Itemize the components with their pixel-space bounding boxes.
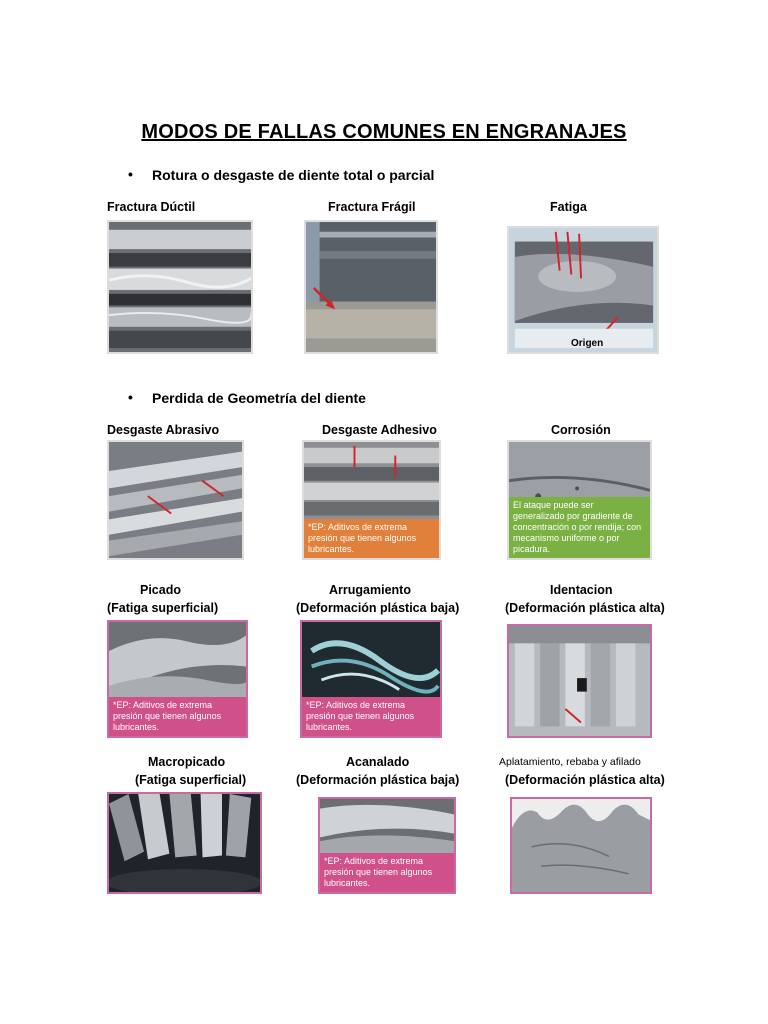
- label-corrosion: Corrosión: [551, 423, 611, 437]
- image-corrosion: [507, 440, 652, 560]
- image-arrugamiento: [300, 620, 442, 738]
- image-fractura-ductil: [107, 220, 253, 354]
- label-aplatamiento: Aplatamiento, rebaba y afilado: [499, 756, 641, 768]
- bullet-icon: •: [128, 166, 133, 182]
- sublabel-aplatamiento: (Deformación plástica alta): [505, 773, 665, 787]
- label-picado: Picado: [140, 583, 181, 597]
- caption-picado: *EP: Aditivos de extrema presión que tienen algunos lubricantes.: [109, 697, 246, 736]
- page-title: MODOS DE FALLAS COMUNES EN ENGRANAJES: [141, 121, 627, 143]
- caption-arrugamiento: *EP: Aditivos de extrema presión que tienen algunos lubricantes.: [302, 697, 440, 736]
- label-desgaste-abrasivo: Desgaste Abrasivo: [107, 423, 220, 437]
- section-heading: Rotura o desgaste de diente total o parcial: [152, 167, 435, 183]
- label-fatiga: Fatiga: [550, 200, 587, 214]
- caption-acanalado: *EP: Aditivos de extrema presión que tienen algunos lubricantes.: [320, 853, 454, 892]
- bullet-icon: •: [128, 389, 133, 405]
- sublabel-arrugamiento: (Deformación plástica baja): [296, 601, 460, 615]
- sublabel-picado: (Fatiga superficial): [107, 601, 219, 615]
- label-identacion: Identacion: [550, 583, 613, 597]
- image-acanalado: [318, 797, 456, 894]
- image-picado: [107, 620, 248, 738]
- image-fractura-fragil: [304, 220, 438, 354]
- label-desgaste-adhesivo: Desgaste Adhesivo: [322, 423, 437, 437]
- label-arrugamiento: Arrugamiento: [329, 583, 411, 597]
- caption-desgaste-adhesivo: *EP: Aditivos de extrema presión que tienen algunos lubricantes.: [304, 519, 439, 558]
- sublabel-macropicado: (Fatiga superficial): [135, 773, 247, 787]
- annotation-origen: Origen: [571, 338, 604, 349]
- image-desgaste-abrasivo: [107, 440, 244, 560]
- section-heading: Perdida de Geometría del diente: [152, 390, 366, 406]
- caption-corrosion: El ataque puede ser generalizado por gradiente de concentración o por rendija; con mecanismo uniforme o por picadura.: [509, 497, 650, 558]
- image-aplatamiento: [510, 797, 652, 894]
- label-acanalado: Acanalado: [346, 755, 410, 769]
- image-macropicado: [107, 792, 262, 894]
- label-fractura-ductil: Fractura Dúctil: [107, 200, 196, 214]
- label-macropicado: Macropicado: [148, 755, 226, 769]
- sublabel-identacion: (Deformación plástica alta): [505, 601, 665, 615]
- image-identacion: [507, 624, 652, 738]
- sublabel-acanalado: (Deformación plástica baja): [296, 773, 460, 787]
- label-fractura-fragil: Fractura Frágil: [328, 200, 416, 214]
- image-desgaste-adhesivo: [302, 440, 441, 560]
- image-fatiga: [507, 226, 659, 354]
